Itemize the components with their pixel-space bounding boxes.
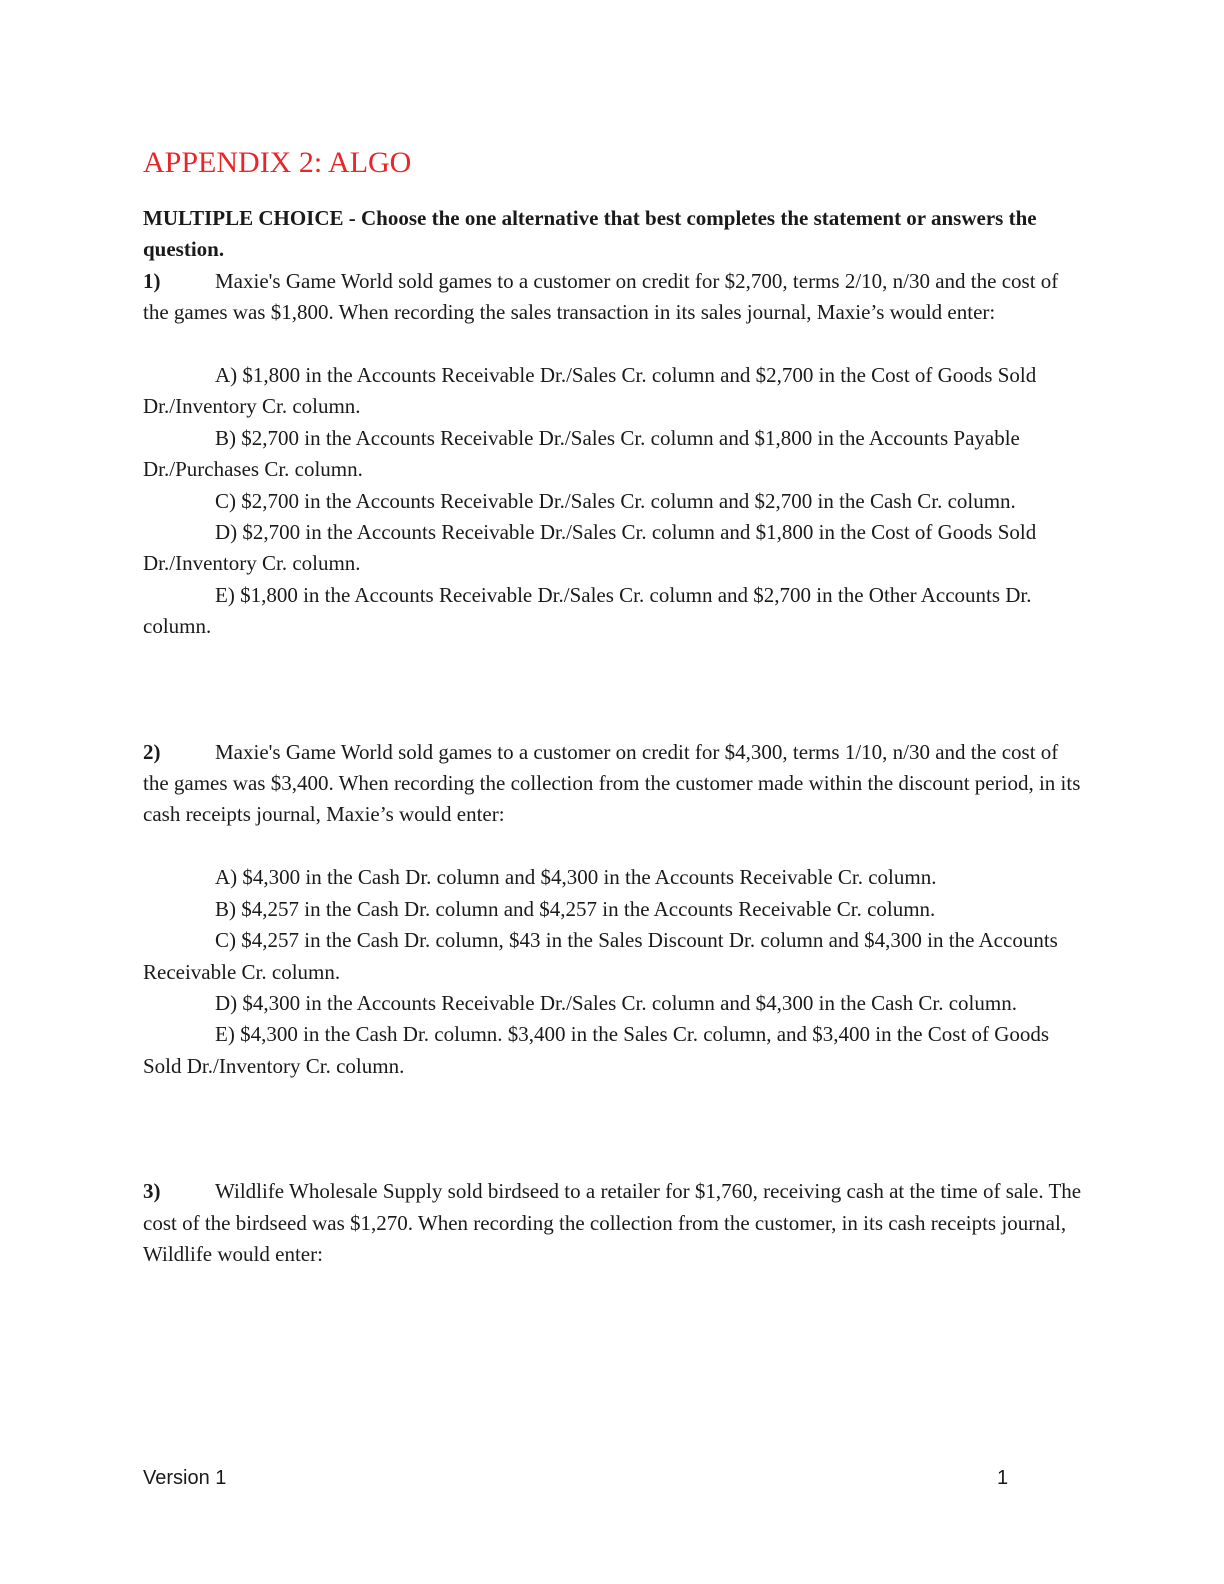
question-stem: Maxie's Game World sold games to a customer on credit for $2,700, terms 2/10, n/30 and the cost of the games was $1,800. When recording the sales transaction in its sales journal, Maxie’s would enter: xyxy=(143,268,1059,325)
answer-option-c: C) $2,700 in the Accounts Receivable Dr./Sales Cr. column and $2,700 in the Cash Cr. column. xyxy=(215,488,1016,513)
question-1 xyxy=(143,266,1083,643)
answer-option-e: E) $4,300 in the Cash Dr. column. $3,400 in the Sales Cr. column, and $3,400 in the Cost of Goods Sold Dr./Inventory Cr. column. xyxy=(143,1022,1050,1078)
footer-version: Version 1 xyxy=(143,1467,227,1489)
answer-options xyxy=(143,360,1083,643)
answer-option-a: A) $4,300 in the Cash Dr. column and $4,300 in the Accounts Receivable Cr. column. xyxy=(215,865,937,890)
question-number: 3) xyxy=(143,1179,161,1204)
question-number: 1) xyxy=(143,268,161,293)
footer-page-number: 1 xyxy=(997,1467,1009,1489)
question-3 xyxy=(143,1176,1083,1270)
answer-option-c: C) $4,257 in the Cash Dr. column, $43 in the Sales Discount Dr. column and $4,300 in the Accounts Receivable Cr. column. xyxy=(143,928,1058,984)
question-2 xyxy=(143,737,1083,1082)
question-stem: Wildlife Wholesale Supply sold birdseed to a retailer for $1,760, receiving cash at the time of sale. The cost of the birdseed was $1,270. When recording the collection from the customer, in its cash receipts journal, Wildlife would enter: xyxy=(143,1179,1082,1266)
answer-option-d: D) $2,700 in the Accounts Receivable Dr./Sales Cr. column and $1,800 in the Cost of Goods Sold Dr./Inventory Cr. column. xyxy=(143,520,1037,576)
answer-option-b: B) $2,700 in the Accounts Receivable Dr./Sales Cr. column and $1,800 in the Accounts Payable Dr./Purchases Cr. column. xyxy=(143,425,1020,482)
question-number: 2) xyxy=(143,739,161,764)
instructions-text: MULTIPLE CHOICE - Choose the one alternative that best completes the statement or answers the question. xyxy=(143,206,1037,262)
answer-option-b: B) $4,257 in the Cash Dr. column and $4,257 in the Accounts Receivable Cr. column. xyxy=(215,896,936,921)
answer-option-e: E) $1,800 in the Accounts Receivable Dr./Sales Cr. column and $2,700 in the Other Accounts Dr. column. xyxy=(143,582,1032,639)
answer-option-d: D) $4,300 in the Accounts Receivable Dr./Sales Cr. column and $4,300 in the Cash Cr. column. xyxy=(215,990,1017,1015)
answer-options xyxy=(143,862,1083,1082)
question-stem: Maxie's Game World sold games to a customer on credit for $4,300, terms 1/10, n/30 and the cost of the games was $3,400. When recording the collection from the customer made within the discount period, in its cash receipts journal, Maxie’s would enter: xyxy=(143,739,1081,827)
document-body xyxy=(143,203,1083,1270)
answer-option-a: A) $1,800 in the Accounts Receivable Dr./Sales Cr. column and $2,700 in the Cost of Goods Sold Dr./Inventory Cr. column. xyxy=(143,363,1037,419)
page-title: APPENDIX 2: ALGO xyxy=(143,146,412,179)
